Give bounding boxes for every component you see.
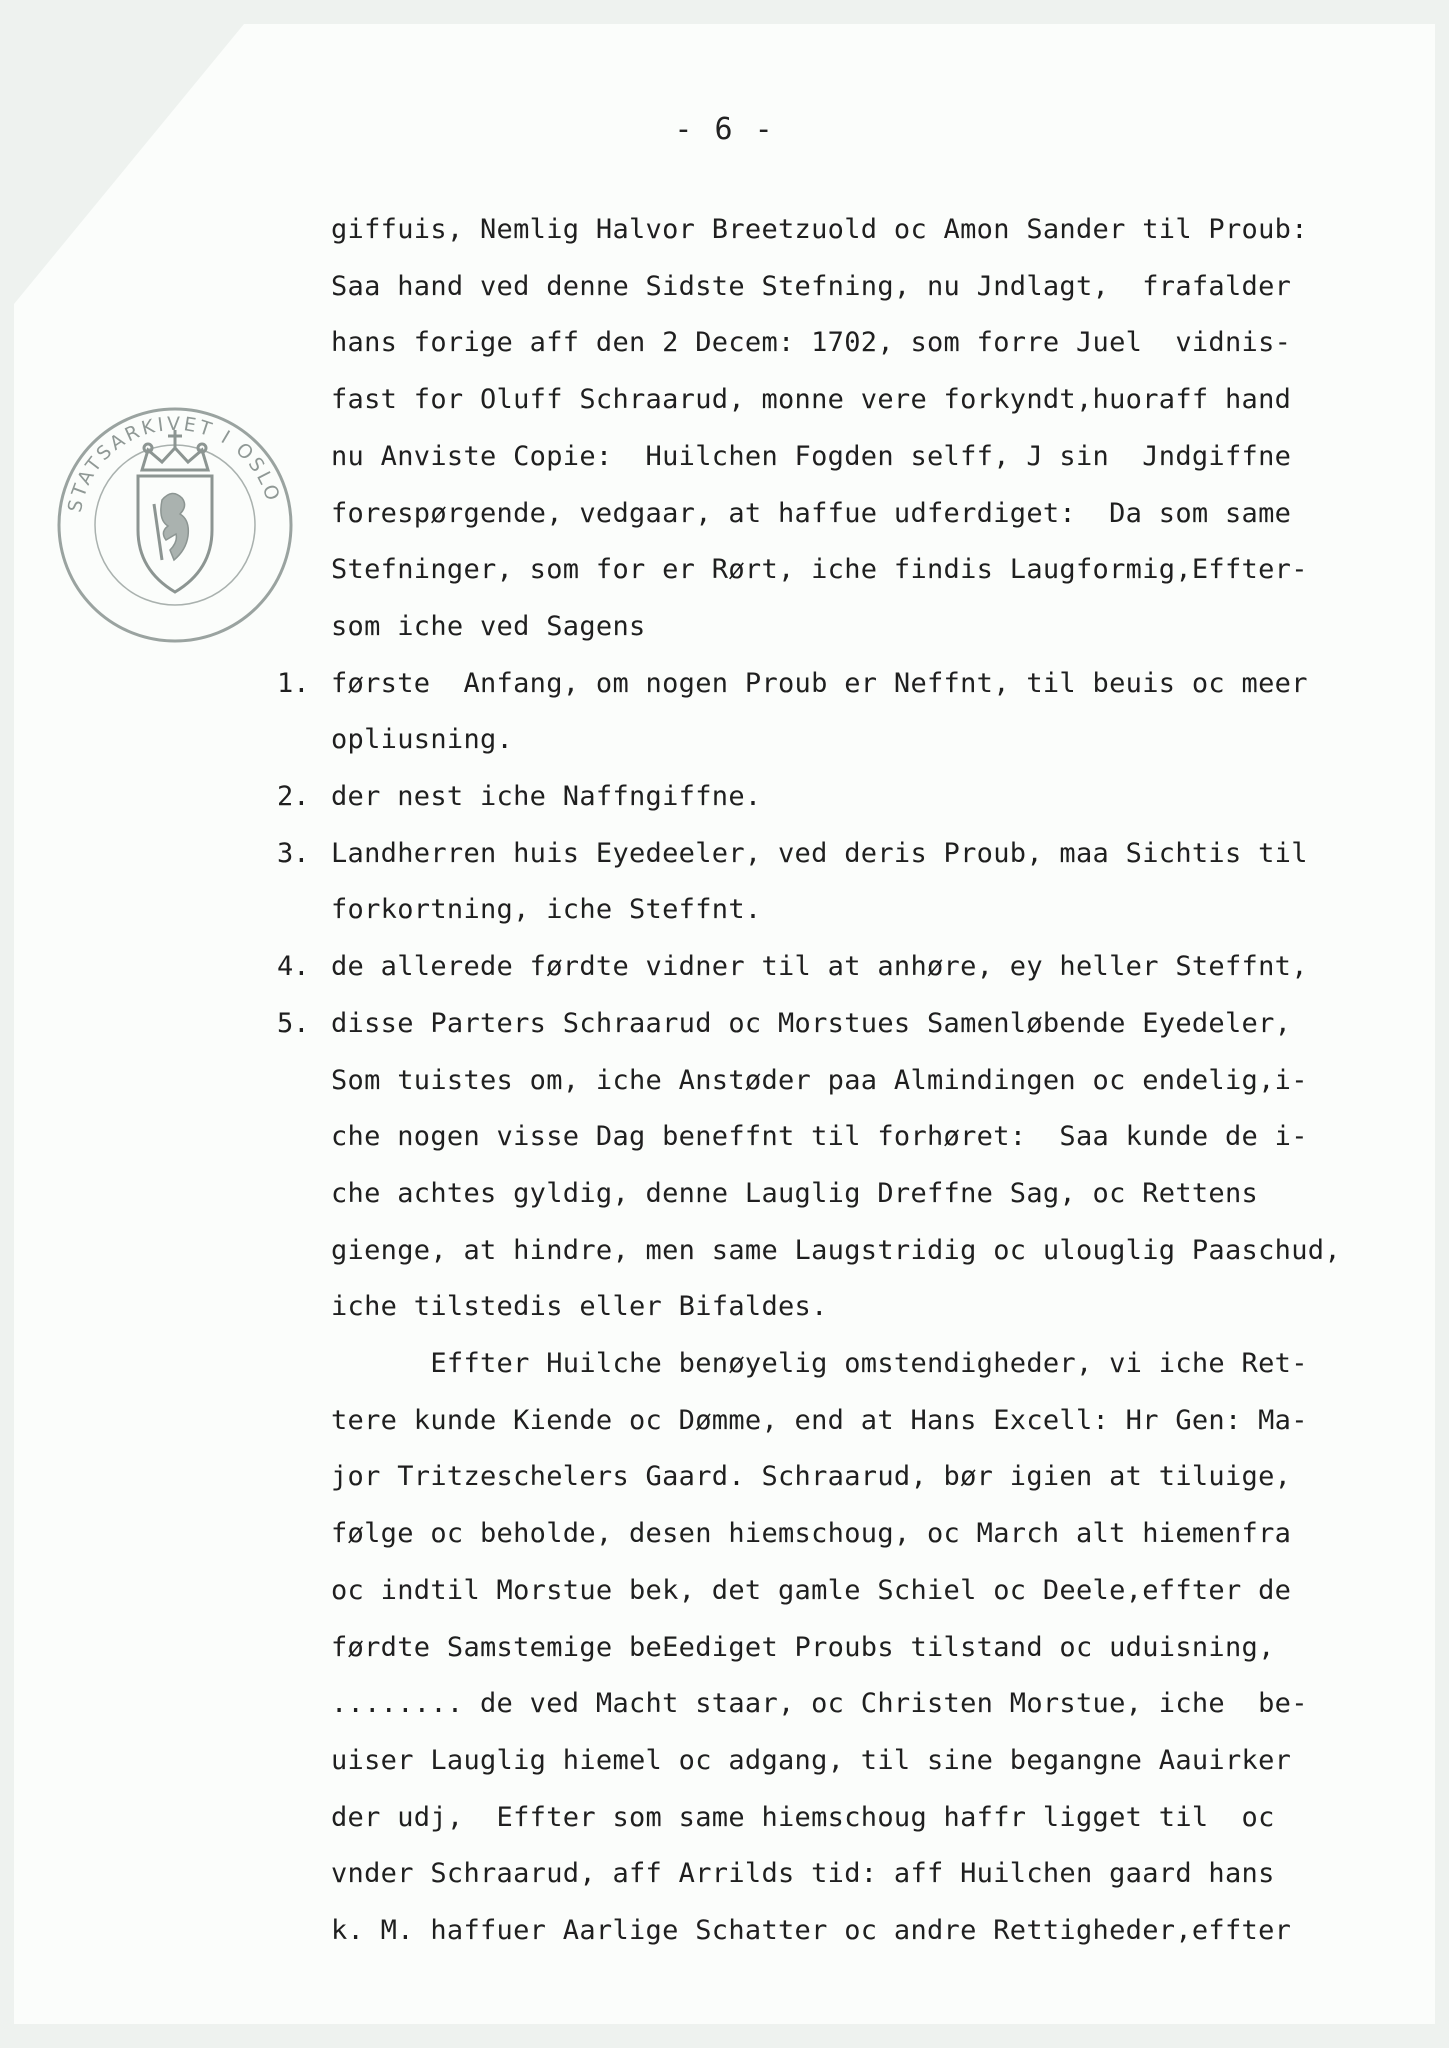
text-line: tere kunde Kiende oc Dømme, end at Hans Excell: Hr Gen: Ma- bbox=[331, 1405, 1308, 1436]
text-line: der udj, Effter som same hiemschoug haffr ligget til oc bbox=[331, 1802, 1275, 1833]
text-line: Landherren huis Eyedeeler, ved deris Proub, maa Sichtis til bbox=[331, 838, 1308, 869]
text-line: ........ de ved Macht staar, oc Christen Morstue, iche be- bbox=[331, 1688, 1308, 1719]
archive-seal bbox=[50, 400, 300, 650]
text-line: iche tilstedis eller Bifaldes. bbox=[331, 1291, 828, 1322]
text-line: der nest iche Naffngiffne. bbox=[331, 781, 762, 812]
text-line: førdte Samstemige beEediget Proubs tilstand oc uduisning, bbox=[331, 1632, 1275, 1663]
list-number: 2. bbox=[277, 781, 310, 812]
list-number: 4. bbox=[277, 951, 310, 982]
list-number: 5. bbox=[277, 1008, 310, 1039]
text-line: første Anfang, om nogen Proub er Neffnt, til beuis oc meer bbox=[331, 668, 1308, 699]
text-line: opliusning. bbox=[331, 724, 514, 755]
list-number: 3. bbox=[277, 838, 310, 869]
text-line: jor Tritzeschelers Gaard. Schraarud, bør igien at tiluige, bbox=[331, 1461, 1292, 1492]
text-line: Effter Huilche benøyelig omstendigheder, vi iche Ret- bbox=[331, 1348, 1308, 1379]
text-line: vnder Schraarud, aff Arrilds tid: aff Huilchen gaard hans bbox=[331, 1858, 1275, 1889]
text-line: de allerede førdte vidner til at anhøre, ey heller Steffnt, bbox=[331, 951, 1308, 982]
text-line: giffuis, Nemlig Halvor Breetzuold oc Amon Sander til Proub: bbox=[331, 214, 1308, 245]
page-number: - 6 - bbox=[674, 112, 775, 147]
text-line: oc indtil Morstue bek, det gamle Schiel oc Deele,effter de bbox=[331, 1575, 1292, 1606]
text-line: Saa hand ved denne Sidste Stefning, nu Jndlagt, frafalder bbox=[331, 271, 1292, 302]
text-line: hans forige aff den 2 Decem: 1702, som forre Juel vidnis- bbox=[331, 327, 1292, 358]
seal-text: STATSARKIVET I OSLO bbox=[63, 412, 285, 515]
text-line: som iche ved Sagens bbox=[331, 611, 646, 642]
text-line: følge oc beholde, desen hiemschoug, oc March alt hiemenfra bbox=[331, 1518, 1292, 1549]
text-line: disse Parters Schraarud oc Morstues Samenløbende Eyedeler, bbox=[331, 1008, 1292, 1039]
text-line: forespørgende, vedgaar, at haffue udferdiget: Da som same bbox=[331, 498, 1292, 529]
text-line: nu Anviste Copie: Huilchen Fogden selff, J sin Jndgiffne bbox=[331, 441, 1292, 472]
text-line: che achtes gyldig, denne Lauglig Dreffne Sag, oc Rettens bbox=[331, 1178, 1259, 1209]
shield-icon bbox=[138, 476, 212, 592]
text-line: fast for Oluff Schraarud, monne vere forkyndt,huoraff hand bbox=[331, 384, 1292, 415]
list-number: 1. bbox=[277, 668, 310, 699]
text-line: gienge, at hindre, men same Laugstridig oc ulouglig Paaschud, bbox=[331, 1235, 1341, 1266]
text-line: Som tuistes om, iche Anstøder paa Almindingen oc endelig,i- bbox=[331, 1065, 1308, 1096]
text-line: k. M. haffuer Aarlige Schatter oc andre Rettigheder,effter bbox=[331, 1915, 1292, 1946]
text-line: Stefninger, som for er Rørt, iche findis Laugformig,Effter- bbox=[331, 554, 1308, 585]
text-line: uiser Lauglig hiemel oc adgang, til sine begangne Aauirker bbox=[331, 1745, 1292, 1776]
text-line: forkortning, iche Steffnt. bbox=[331, 894, 762, 925]
text-line: che nogen visse Dag beneffnt til forhøret: Saa kunde de i- bbox=[331, 1121, 1308, 1152]
